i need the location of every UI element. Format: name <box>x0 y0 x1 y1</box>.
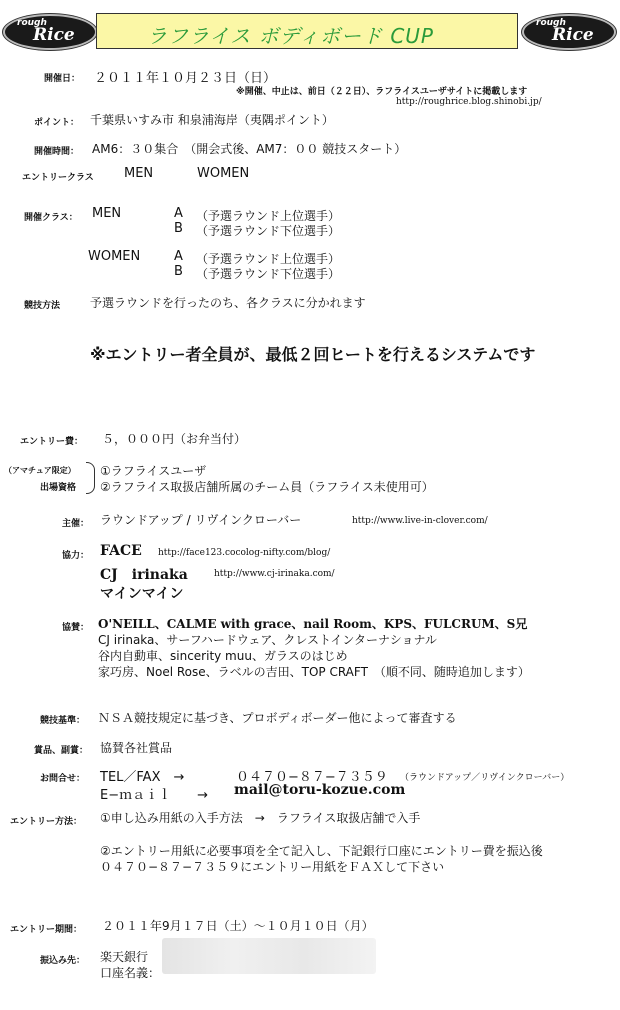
contact-tel: ０４７０−８７−７３５９ <box>236 770 388 785</box>
rough-rice-logo-right <box>522 14 616 50</box>
classes-label: 開催クラス： <box>24 213 78 223</box>
date-url: http://roughrice.blog.shinobi.jp/ <box>396 97 542 107</box>
period-label: エントリー期間： <box>10 925 83 935</box>
logo-big-text: Rice <box>552 25 594 45</box>
cooperation-face: FACE <box>100 543 142 559</box>
page-title: ラフライス ボディボード CUP <box>147 24 434 48</box>
fee-label: エントリー費： <box>20 437 84 447</box>
period-value: ２０１１年9月１７日（土）〜１０月１０日（月） <box>102 919 374 933</box>
time-value: AM6：３０集合 （開会式後、AM7：００ 競技スタート） <box>92 142 407 156</box>
cooperation-cj: CJ irinaka <box>100 567 188 583</box>
fee-value: ５，０００円（お弁当付） <box>102 432 247 446</box>
redacted-area <box>162 938 376 974</box>
class-men-a: A <box>174 206 183 221</box>
criteria-value: ＮＳＡ競技規定に基づき、プロボディボーダー他によって審査する <box>98 711 457 725</box>
logo-small-text: rough <box>536 18 566 28</box>
qualification-item-2: ②ラフライス取扱店舗所属のチーム員（ラフライス未使用可） <box>100 480 434 494</box>
organizer-label: 主催： <box>62 519 90 529</box>
point-value: 千葉県いすみ市 和泉浦海岸（夷隅ポイント） <box>90 113 334 127</box>
date-label: 開催日： <box>44 74 81 84</box>
logo-big-text: Rice <box>33 25 75 45</box>
sponsor-line: O'NEILL、CALME with grace、nail Room、KPS、FULCRUM、S兄 <box>98 617 528 631</box>
entry-class-label: エントリークラス <box>22 173 94 183</box>
class-men-b: B <box>174 221 183 236</box>
sponsor-line: 谷内自動車、sincerity muu、ガラスのはじめ <box>98 649 348 663</box>
cooperation-label: 協力： <box>62 551 90 561</box>
transfer-label: 振込み先： <box>40 956 86 966</box>
date-value: ２０１１年１０月２３日（日） <box>94 71 277 86</box>
entry-class-men: MEN <box>124 166 154 181</box>
class-women-a: A <box>174 249 183 264</box>
contact-mail-label: E−ｍａｉｌ → <box>100 788 208 803</box>
method-label: 競技方法 <box>24 301 61 311</box>
qualification-label-amateur: （アマチュア限定） <box>4 466 76 475</box>
highlight-text: ※エントリー者全員が、最低２回ヒートを行えるシステムです <box>90 345 536 364</box>
cooperation-face-url: http://face123.cocolog-nifty.com/blog/ <box>158 548 331 558</box>
class-women-b-desc: （予選ラウンド下位選手） <box>196 267 341 281</box>
contact-label: お問合せ： <box>40 774 86 784</box>
contact-tel-note: （ラウンドアップ／リヴインクローバー） <box>400 773 570 783</box>
entry-method-step1: ①申し込み用紙の入手方法 → ラフライス取扱店舗で入手 <box>100 811 421 825</box>
entry-method-step2a: ②エントリー用紙に必要事項を全て記入し、下記銀行口座にエントリー費を振込後 <box>100 844 543 858</box>
contact-tel-label: TEL／FAX → <box>100 770 185 785</box>
point-label: ポイント： <box>34 118 80 128</box>
class-men-a-desc: （予選ラウンド上位選手） <box>196 209 341 223</box>
brace-icon <box>86 462 95 494</box>
transfer-bank: 楽天銀行 <box>100 950 149 964</box>
sponsors-label: 協賛： <box>62 623 90 633</box>
organizer-url: http://www.live-in-clover.com/ <box>352 516 488 526</box>
entry-class-women: WOMEN <box>197 166 250 181</box>
transfer-account: 口座名義： <box>100 966 161 980</box>
prize-label: 賞品、副賞： <box>34 746 89 756</box>
classes-women: WOMEN <box>88 249 141 264</box>
classes-men: MEN <box>92 206 122 221</box>
date-note: ※開催、中止は、前日（２２日）、ラフライスユーザサイトに掲載します <box>236 87 528 97</box>
method-value: 予選ラウンドを行ったのち、各クラスに分かれます <box>90 296 366 310</box>
sponsor-line: CJ irinaka、サーフハードウェア、クレストインターナショナル <box>98 633 437 647</box>
criteria-label: 競技基準： <box>40 716 86 726</box>
qualification-item-1: ①ラフライスユーザ <box>100 464 207 478</box>
class-men-b-desc: （予選ラウンド下位選手） <box>196 224 341 238</box>
entry-method-step2b: ０４７０−８７−７３５９にエントリー用紙をＦＡＸして下さい <box>100 860 445 874</box>
title-banner <box>96 13 518 49</box>
organizer-value: ラウンドアップ / リヴインクローバー <box>100 513 302 527</box>
cooperation-cj-url: http://www.cj-irinaka.com/ <box>214 569 335 579</box>
prize-value: 協賛各社賞品 <box>100 741 173 755</box>
time-label: 開催時間： <box>34 147 80 157</box>
contact-mail[interactable]: mail@toru-kozue.com <box>234 782 406 798</box>
entry-method-label: エントリー方法： <box>10 817 83 827</box>
class-women-b: B <box>174 264 183 279</box>
cooperation-mine: マインマイン <box>100 586 184 602</box>
logo-small-text: rough <box>17 18 47 28</box>
sponsor-line: 家巧房、Noel Rose、ラベルの吉田、TOP CRAFT （順不同、随時追加します） <box>98 665 530 679</box>
qualification-label: 出場資格 <box>40 483 77 493</box>
class-women-a-desc: （予選ラウンド上位選手） <box>196 252 341 266</box>
rough-rice-logo-left <box>3 14 97 50</box>
